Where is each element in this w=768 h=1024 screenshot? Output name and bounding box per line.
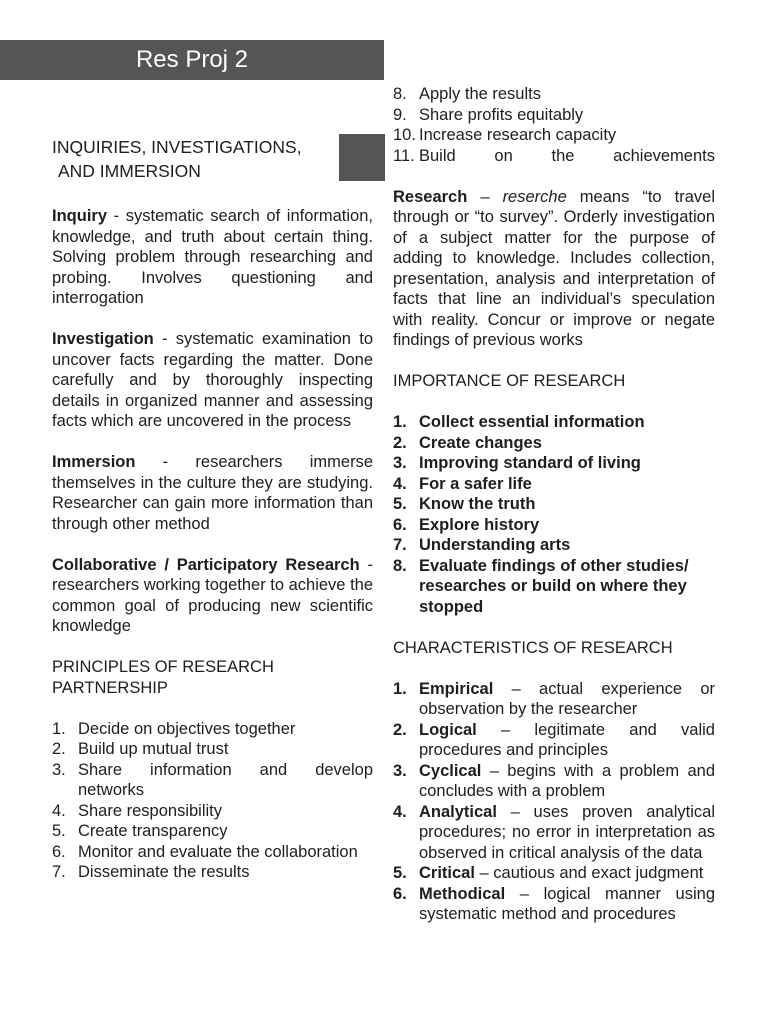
section-title	[52, 135, 373, 183]
list-item: 6. Explore history	[393, 515, 540, 534]
list-item: 3. Cyclical – begins with a problem and concludes with a problem	[393, 761, 715, 800]
section-title-line-2: AND IMMERSION	[58, 161, 201, 181]
list-item: 5. Critical – cautious and exact judgment	[393, 864, 704, 882]
research-text: means “to travel through or “to survey”. Orderly investigation of a subject matter for the purpose of adding to knowledge. Includes collection, presentation, analysis and interpretation of facts that line an individual’s speculation with reality. Concur or improve or negate findings of previous works	[393, 187, 715, 349]
immersion-term: Immersion	[52, 453, 136, 471]
list-item: 3. Share information and develop networks	[52, 760, 373, 799]
collaborative-definition	[52, 555, 373, 637]
banner-title: Res Proj 2	[135, 46, 249, 73]
characteristics-list	[393, 679, 715, 925]
inquiry-text: - systematic search of information, knowledge, and truth about certain thing. Solving problem through researching and probing. Involves questioning and interrogation	[52, 207, 373, 307]
list-item: 6. Monitor and evaluate the collaboration	[52, 842, 358, 861]
section-title-line-1: INQUIRIES, INVESTIGATIONS,	[52, 137, 302, 157]
research-term: Research	[393, 187, 468, 206]
list-item: 1. Decide on objectives together	[52, 719, 296, 738]
list-item: 4. For a safer life	[393, 474, 532, 493]
list-item: 4. Share responsibility	[52, 801, 222, 820]
list-item: 2. Create changes	[393, 433, 542, 452]
list-item: 8. Apply the results	[393, 85, 541, 103]
list-item: 5. Know the truth	[393, 495, 536, 513]
page-banner	[0, 40, 384, 80]
immersion-text: - researchers immerse themselves in the culture they are studying. Researcher can gain more information than through other method	[52, 453, 373, 533]
list-item: 2. Build up mutual trust	[52, 740, 229, 758]
investigation-definition	[52, 329, 373, 432]
inquiry-term: Inquiry	[52, 207, 108, 225]
list-item: 10. Increase research capacity	[393, 126, 617, 144]
list-item: 6. Methodical – logical manner using systematic method and procedures	[393, 884, 715, 923]
list-item: 7. Understanding arts	[393, 536, 571, 554]
research-origin-word: reserche	[502, 187, 567, 206]
principles-heading: PRINCIPLES OF RESEARCH PARTNERSHIP	[52, 658, 274, 697]
principles-list	[52, 719, 373, 883]
list-item: 1. Collect essential information	[393, 413, 645, 431]
investigation-term: Investigation	[52, 330, 154, 348]
inquiry-definition	[52, 206, 373, 309]
list-item: 7. Disseminate the results	[52, 863, 250, 881]
list-item: 11. Build on the achievements	[393, 146, 715, 165]
research-definition: Research – reserche means “to travel through or “to survey”. Orderly investigation of a subject matter for the purpose of adding to knowledge. Includes collection, presentation, analysis and interpretation of facts that line an individual’s speculation with reality. Concur or improve or negate findings of previous works	[393, 187, 715, 349]
list-item: 5. Create transparency	[52, 822, 228, 840]
characteristics-heading: CHARACTERISTICS OF RESEARCH	[393, 638, 673, 657]
importance-heading: IMPORTANCE OF RESEARCH	[393, 372, 626, 390]
collaborative-text: - researchers working together to achieve the common goal of producing new scientific knowledge	[52, 555, 374, 635]
list-item: 2. Logical – legitimate and valid procedures and principles	[393, 720, 715, 759]
list-item: 1. Empirical – actual experience or observation by the researcher	[393, 679, 715, 718]
importance-list	[393, 412, 715, 617]
list-item: 3. Improving standard of living	[393, 454, 641, 472]
investigation-text: - systematic examination to uncover facts regarding the matter. Done carefully and by thoroughly inspecting details in organized manner and assessing facts which are uncovered in the process	[52, 330, 373, 430]
list-item: 9. Share profits equitably	[393, 105, 584, 124]
immersion-definition	[52, 452, 373, 534]
collaborative-term: Collaborative / Participatory Research	[52, 555, 360, 574]
principles-list-continued	[393, 84, 715, 166]
list-item: 4. Analytical – uses proven analytical procedures; no error in interpretation as observed in critical analysis of the data	[393, 802, 715, 862]
left-column	[52, 135, 373, 883]
right-column	[393, 84, 715, 925]
list-item: 8. Evaluate findings of other studies/ researches or build on where they stopped	[393, 556, 689, 616]
